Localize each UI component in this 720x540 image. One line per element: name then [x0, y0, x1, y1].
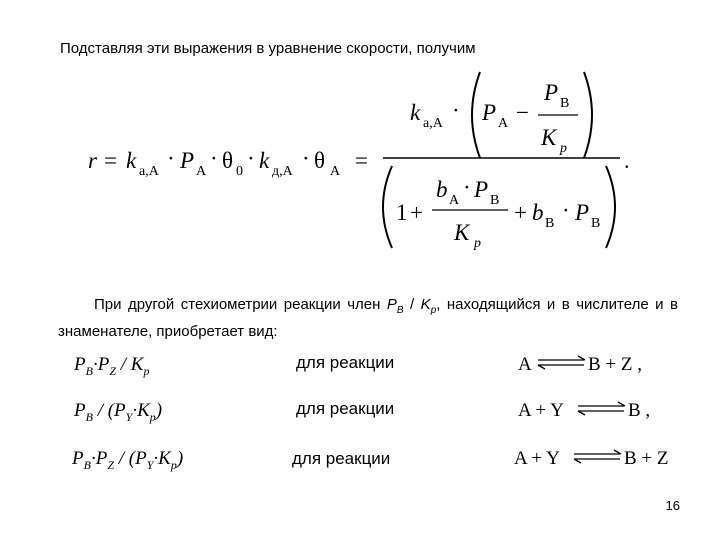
num-PB: P	[544, 80, 559, 105]
para-p: p	[430, 305, 437, 316]
eq-theta0: θ	[222, 148, 234, 173]
reaction-row-3	[71, 448, 669, 472]
para-P: P	[386, 296, 397, 313]
eq-dot-3: ·	[247, 146, 255, 171]
para-K: K	[420, 296, 431, 313]
den-PB-sub: В	[490, 193, 500, 208]
den-plus-1: +	[410, 200, 423, 225]
reaction-left-1: A	[518, 354, 532, 375]
reaction-label-1: для реакции	[296, 353, 395, 372]
para-slash: /	[403, 296, 421, 313]
reactions-block	[0, 340, 720, 480]
num-Kp: K	[541, 125, 557, 150]
reaction-row-2	[73, 399, 650, 424]
eq-equals-1: =	[104, 148, 117, 173]
eq-dot-4: ·	[302, 146, 310, 171]
para-text-before: При другой стехиометрии реакции член	[94, 296, 387, 313]
eq-PA-sub: А	[196, 164, 207, 179]
den-Kp-sub: p	[474, 236, 481, 251]
eq-k1-sub: а,А	[139, 164, 159, 179]
num-k: k	[410, 100, 421, 125]
num-left-paren	[472, 72, 480, 158]
reaction-expr-3: $P_В\cdot P_Z / (P_Y\cdot K_p)$	[72, 448, 184, 472]
eq-r: r	[88, 148, 97, 173]
eq-k2-sub: д,А	[272, 164, 293, 179]
den-Kp: K	[454, 220, 470, 245]
eq-k2: k	[259, 148, 270, 173]
den-bB: b	[532, 200, 544, 225]
intro-text: Подставляя эти выражения в уравнение скорости, получим	[60, 40, 476, 57]
reaction-left-3: A + Y	[514, 448, 560, 469]
den-one: 1	[396, 200, 408, 225]
eq-thetaA: θ	[314, 148, 326, 173]
num-dot: ·	[452, 98, 460, 123]
num-PA: P	[482, 100, 497, 125]
reaction-right-1: B + Z ,	[588, 354, 642, 375]
den-PB2-sub: В	[591, 216, 601, 231]
den-PB2: P	[575, 200, 590, 225]
eq-k1: k	[126, 148, 137, 173]
reaction-expr-2: $P_В / (P_Y\cdot K_p)$	[74, 400, 163, 424]
equilibrium-arrow-3-icon	[574, 450, 621, 463]
num-right-paren	[584, 72, 592, 158]
eq-period: .	[624, 148, 630, 173]
num-PA-sub: А	[498, 116, 509, 131]
eq-thetaA-sub: А	[330, 164, 341, 179]
eq-equals-2: =	[355, 148, 368, 173]
reaction-row-1	[73, 353, 642, 378]
reaction-label-3: для реакции	[292, 449, 391, 468]
eq-PA: P	[180, 148, 195, 173]
num-k-sub: а,А	[423, 116, 443, 131]
den-right-paren	[606, 166, 615, 248]
para-B: B	[396, 305, 404, 316]
den-bA: b	[436, 177, 448, 202]
den-dot-2: ·	[562, 198, 570, 223]
den-dot-1: ·	[463, 175, 471, 200]
den-PB: P	[474, 177, 489, 202]
reaction-left-2: A + Y	[518, 400, 564, 421]
page-number: 16	[665, 498, 680, 513]
reaction-right-3: B + Z	[624, 448, 669, 469]
reaction-right-2: B ,	[628, 400, 651, 421]
reaction-label-2: для реакции	[296, 399, 395, 418]
equilibrium-arrow-2-icon	[578, 402, 625, 415]
para-text-after: , находящийся и в числителе и в знаменателе, приобретает вид:	[58, 296, 678, 340]
den-left-paren	[383, 166, 392, 248]
den-bA-sub: А	[449, 193, 460, 208]
den-bB-sub: В	[545, 216, 555, 231]
eq-dot-2: ·	[210, 146, 218, 171]
eq-theta0-sub: 0	[236, 164, 243, 179]
stoichiometry-paragraph	[58, 294, 678, 342]
eq-dot-1: ·	[167, 146, 175, 171]
num-PB-sub: В	[560, 96, 570, 111]
num-Kp-sub: p	[560, 141, 567, 156]
equilibrium-arrow-1-icon	[538, 356, 585, 369]
den-plus-2: +	[514, 200, 527, 225]
num-minus: −	[516, 100, 529, 125]
reaction-expr-1: $P_В\cdot P_Z / K_p$	[74, 354, 150, 378]
